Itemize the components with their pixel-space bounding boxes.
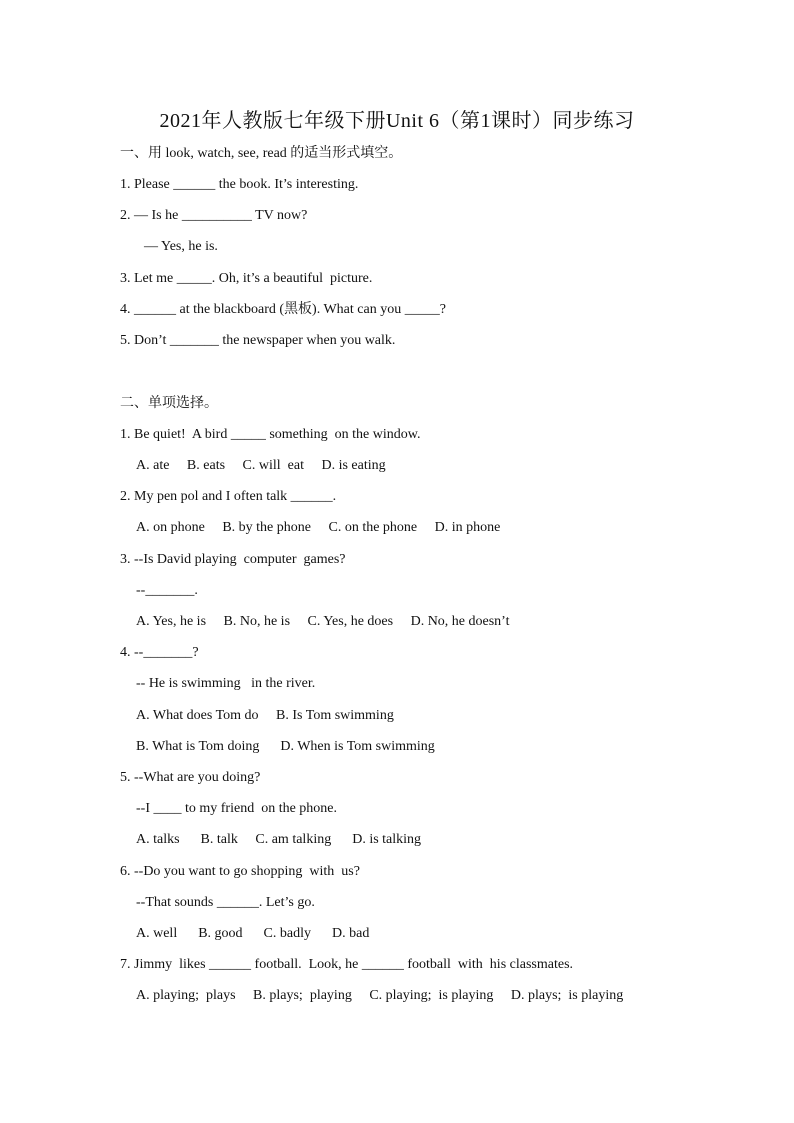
options-line: A. Yes, he is B. No, he is C. Yes, he does D. No, he doesn’t bbox=[136, 614, 510, 629]
question-line: 7. Jimmy likes ______ football. Look, he ______ football with his classmates. bbox=[120, 957, 574, 972]
options-line: A. on phone B. by the phone C. on the phone D. in phone bbox=[136, 520, 501, 535]
options-line: A. well B. good C. badly D. bad bbox=[136, 926, 370, 941]
section-heading: 二、单项选择。 bbox=[120, 396, 218, 411]
question-line: 6. --Do you want to go shopping with us? bbox=[120, 864, 360, 879]
page-title: 2021年人教版七年级下册Unit 6（第1课时）同步练习 bbox=[159, 110, 635, 132]
answer-line: --That sounds ______. Let’s go. bbox=[136, 895, 315, 910]
question-line: 3. --Is David playing computer games? bbox=[120, 552, 346, 567]
question-line: 4. ______ at the blackboard (黑板). What can you _____? bbox=[120, 302, 446, 317]
question-line: 5. --What are you doing? bbox=[120, 770, 261, 785]
options-line: A. What does Tom do B. Is Tom swimming bbox=[136, 708, 394, 723]
answer-line: — Yes, he is. bbox=[144, 239, 218, 254]
question-line: 4. --_______? bbox=[120, 645, 199, 660]
options-line: A. talks B. talk C. am talking D. is talking bbox=[136, 832, 422, 847]
options-line: A. ate B. eats C. will eat D. is eating bbox=[136, 458, 386, 473]
question-line: 1. Be quiet! A bird _____ something on the window. bbox=[120, 427, 421, 442]
answer-line: -- He is swimming in the river. bbox=[136, 676, 316, 691]
question-line: 2. — Is he __________ TV now? bbox=[120, 208, 308, 223]
options-line: A. playing; plays B. plays; playing C. playing; is playing D. plays; is playing bbox=[136, 988, 624, 1003]
question-line: 5. Don’t _______ the newspaper when you walk. bbox=[120, 333, 396, 348]
question-line: 1. Please ______ the book. It’s interesting. bbox=[120, 177, 359, 192]
question-line: 3. Let me _____. Oh, it’s a beautiful picture. bbox=[120, 271, 373, 286]
options-line: B. What is Tom doing D. When is Tom swimming bbox=[136, 739, 435, 754]
answer-line: --I ____ to my friend on the phone. bbox=[136, 801, 338, 816]
section-heading: 一、用 look, watch, see, read 的适当形式填空。 bbox=[120, 146, 403, 161]
answer-line: --_______. bbox=[136, 583, 198, 598]
question-line: 2. My pen pol and I often talk ______. bbox=[120, 489, 337, 504]
